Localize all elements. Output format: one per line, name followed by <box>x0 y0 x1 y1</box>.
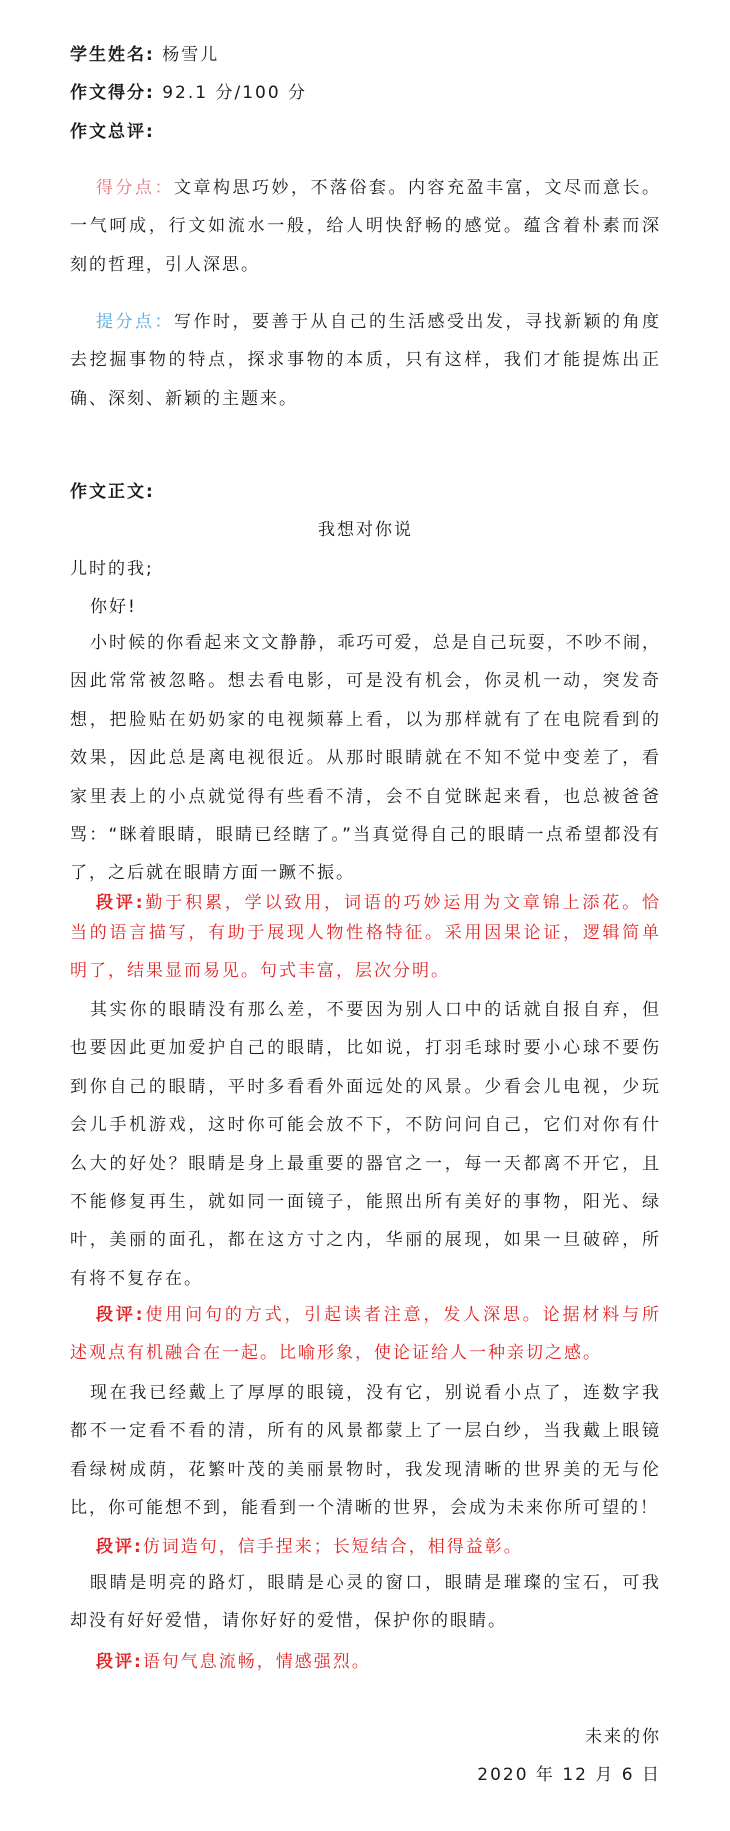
essay-greeting: 你好! <box>90 597 137 618</box>
text-line: 确、深刻、新颖的主题来。 <box>70 388 298 409</box>
text-line-content: 语句气息流畅，情感强烈。 <box>142 1652 371 1672</box>
text-line: 家里表上的小点就觉得有些看不清，会不自觉眯起来看，也总被爸爸 <box>70 786 661 807</box>
text-line: 会儿手机游戏，这时你可能会放不下，不防问问自己，它们对你有什 <box>70 1115 661 1136</box>
essay-signature: 未来的你 <box>585 1727 661 1747</box>
comment-label: 段评: <box>96 893 145 913</box>
text-line: 到你自己的眼睛，平时多看看外面远处的风景。少看会儿电视，少玩 <box>70 1076 661 1097</box>
essay-section-label: 作文正文: <box>70 482 155 502</box>
text-line: 骂：“眯着眼睛，眼睛已经瞎了。”当真觉得自己的眼睛一点希望都没有 <box>70 824 661 845</box>
essay-paragraph <box>70 991 661 1298</box>
comment-label: 段评: <box>96 1537 143 1557</box>
paragraph-comment <box>70 1643 661 1681</box>
essay-paragraph <box>70 624 661 893</box>
comment-label: 得分点： <box>96 178 174 198</box>
text-line: 明了，结果显而易见。句式丰富，层次分明。 <box>70 961 450 982</box>
paragraph-comment <box>70 1296 661 1373</box>
text-line: 其实你的眼睛没有那么差，不要因为别人口中的话就自报自弃，但 <box>90 1000 661 1020</box>
text-line: 么大的好处？眼睛是身上最重要的器官之一，每一天都离不开它，且 <box>70 1153 661 1174</box>
essay-title: 我想对你说 <box>318 520 413 541</box>
header-info <box>70 36 661 151</box>
text-line: 比，你可能想不到，能看到一个清晰的世界，会成为未来你所可望的！ <box>70 1498 659 1519</box>
score-label: 作文得分: <box>70 83 155 104</box>
text-line: 一气呵成，行文如流水一般，给人明快舒畅的感觉。蕴含着朴素而深 <box>70 216 661 237</box>
text-line: 却没有好好爱惜，请你好好的爱惜，保护你的眼睛。 <box>70 1611 507 1632</box>
text-line: 效果，因此总是离电视很近。从那时眼睛就在不知不觉中变差了，看 <box>70 748 661 769</box>
text-line: 也要因此更加爱护自己的眼睛，比如说，打羽毛球时要小心球不要伤 <box>70 1038 661 1059</box>
text-line: 当的语言描写，有助于展现人物性格特征。采用因果论证，逻辑简单 <box>70 923 661 943</box>
text-line <box>70 1643 661 1681</box>
text-line-content: 使用问句的方式，引起读者注意，发人深思。论据材料与所 <box>144 1305 661 1325</box>
comment-label: 段评: <box>96 1305 145 1325</box>
text-line: 刻的哲理，引人深思。 <box>70 254 260 275</box>
strength-comment <box>70 169 661 284</box>
student-name-label: 学生姓名: <box>70 45 155 65</box>
comment-label: 段评: <box>96 1652 143 1672</box>
student-name-row <box>70 36 661 74</box>
text-line: 了，之后就在眼睛方面一蹶不振。 <box>70 863 355 884</box>
score-value: 92.1 分/100 分 <box>162 83 308 104</box>
text-line <box>70 1296 661 1334</box>
text-line <box>70 1528 661 1566</box>
text-line: 因此常常被忽略。想去看电影，可是没有机会，你灵机一动，突发奇 <box>70 671 661 692</box>
text-line: 都不一定看不看的清，所有的风景都蒙上了一层白纱，当我戴上眼镜 <box>70 1421 661 1442</box>
essay-salutation: 儿时的我; <box>70 558 154 579</box>
student-name-value: 杨雪儿 <box>162 45 220 65</box>
text-line-content: 写作时，要善于从自己的生活感受出发，寻找新颖的角度 <box>174 312 661 332</box>
score-row <box>70 74 661 112</box>
improve-comment <box>70 303 661 418</box>
text-line-content: 勤于积累，学以致用，词语的巧妙运用为文章锦上添花。恰 <box>144 893 661 913</box>
text-line: 想，把脸贴在奶奶家的电视频幕上看，以为那样就有了在电院看到的 <box>70 709 661 730</box>
text-line-content: 文章构思巧妙，不落俗套。内容充盈丰富，文尽而意长。 <box>174 178 661 198</box>
text-line: 有将不复存在。 <box>70 1268 203 1289</box>
paragraph-comment <box>70 1528 661 1566</box>
essay-date: 2020 年 12 月 6 日 <box>477 1765 661 1786</box>
text-line: 现在我已经戴上了厚厚的眼镜，没有它，别说看小点了，连数字我 <box>90 1383 661 1403</box>
text-line: 小时候的你看起来文文静静，乖巧可爱，总是自己玩耍，不吵不闹， <box>90 633 661 653</box>
overall-review-label: 作文总评: <box>70 121 155 142</box>
text-line: 去挖掘事物的特点，探求事物的本质，只有这样，我们才能提炼出正 <box>70 350 661 371</box>
essay-paragraph <box>70 1374 661 1528</box>
text-line <box>70 303 661 341</box>
text-line-content: 仿词造句，信手捏来；长短结合，相得益彰。 <box>142 1537 523 1557</box>
essay-header <box>70 473 661 627</box>
essay-paragraph <box>70 1564 661 1641</box>
text-line: 不能修复再生，就如同一面镜子，能照出所有美好的事物，阳光、绿 <box>70 1191 661 1212</box>
text-line <box>70 169 661 207</box>
essay-closing <box>70 1718 661 1795</box>
paragraph-comment <box>70 893 661 991</box>
text-line <box>70 893 661 914</box>
text-line: 述观点有机融合在一起。比喻形象，使论证给人一种亲切之感。 <box>70 1343 602 1364</box>
text-line: 看绿树成荫，花繁叶茂的美丽景物时，我发现清晰的世界美的无与伦 <box>70 1459 661 1480</box>
text-line: 叶，美丽的面孔，都在这方寸之内，华丽的展现，如果一旦破碎，所 <box>70 1230 661 1251</box>
comment-label: 提分点： <box>96 312 174 332</box>
text-line: 眼睛是明亮的路灯，眼睛是心灵的窗口，眼睛是璀璨的宝石，可我 <box>90 1573 661 1593</box>
